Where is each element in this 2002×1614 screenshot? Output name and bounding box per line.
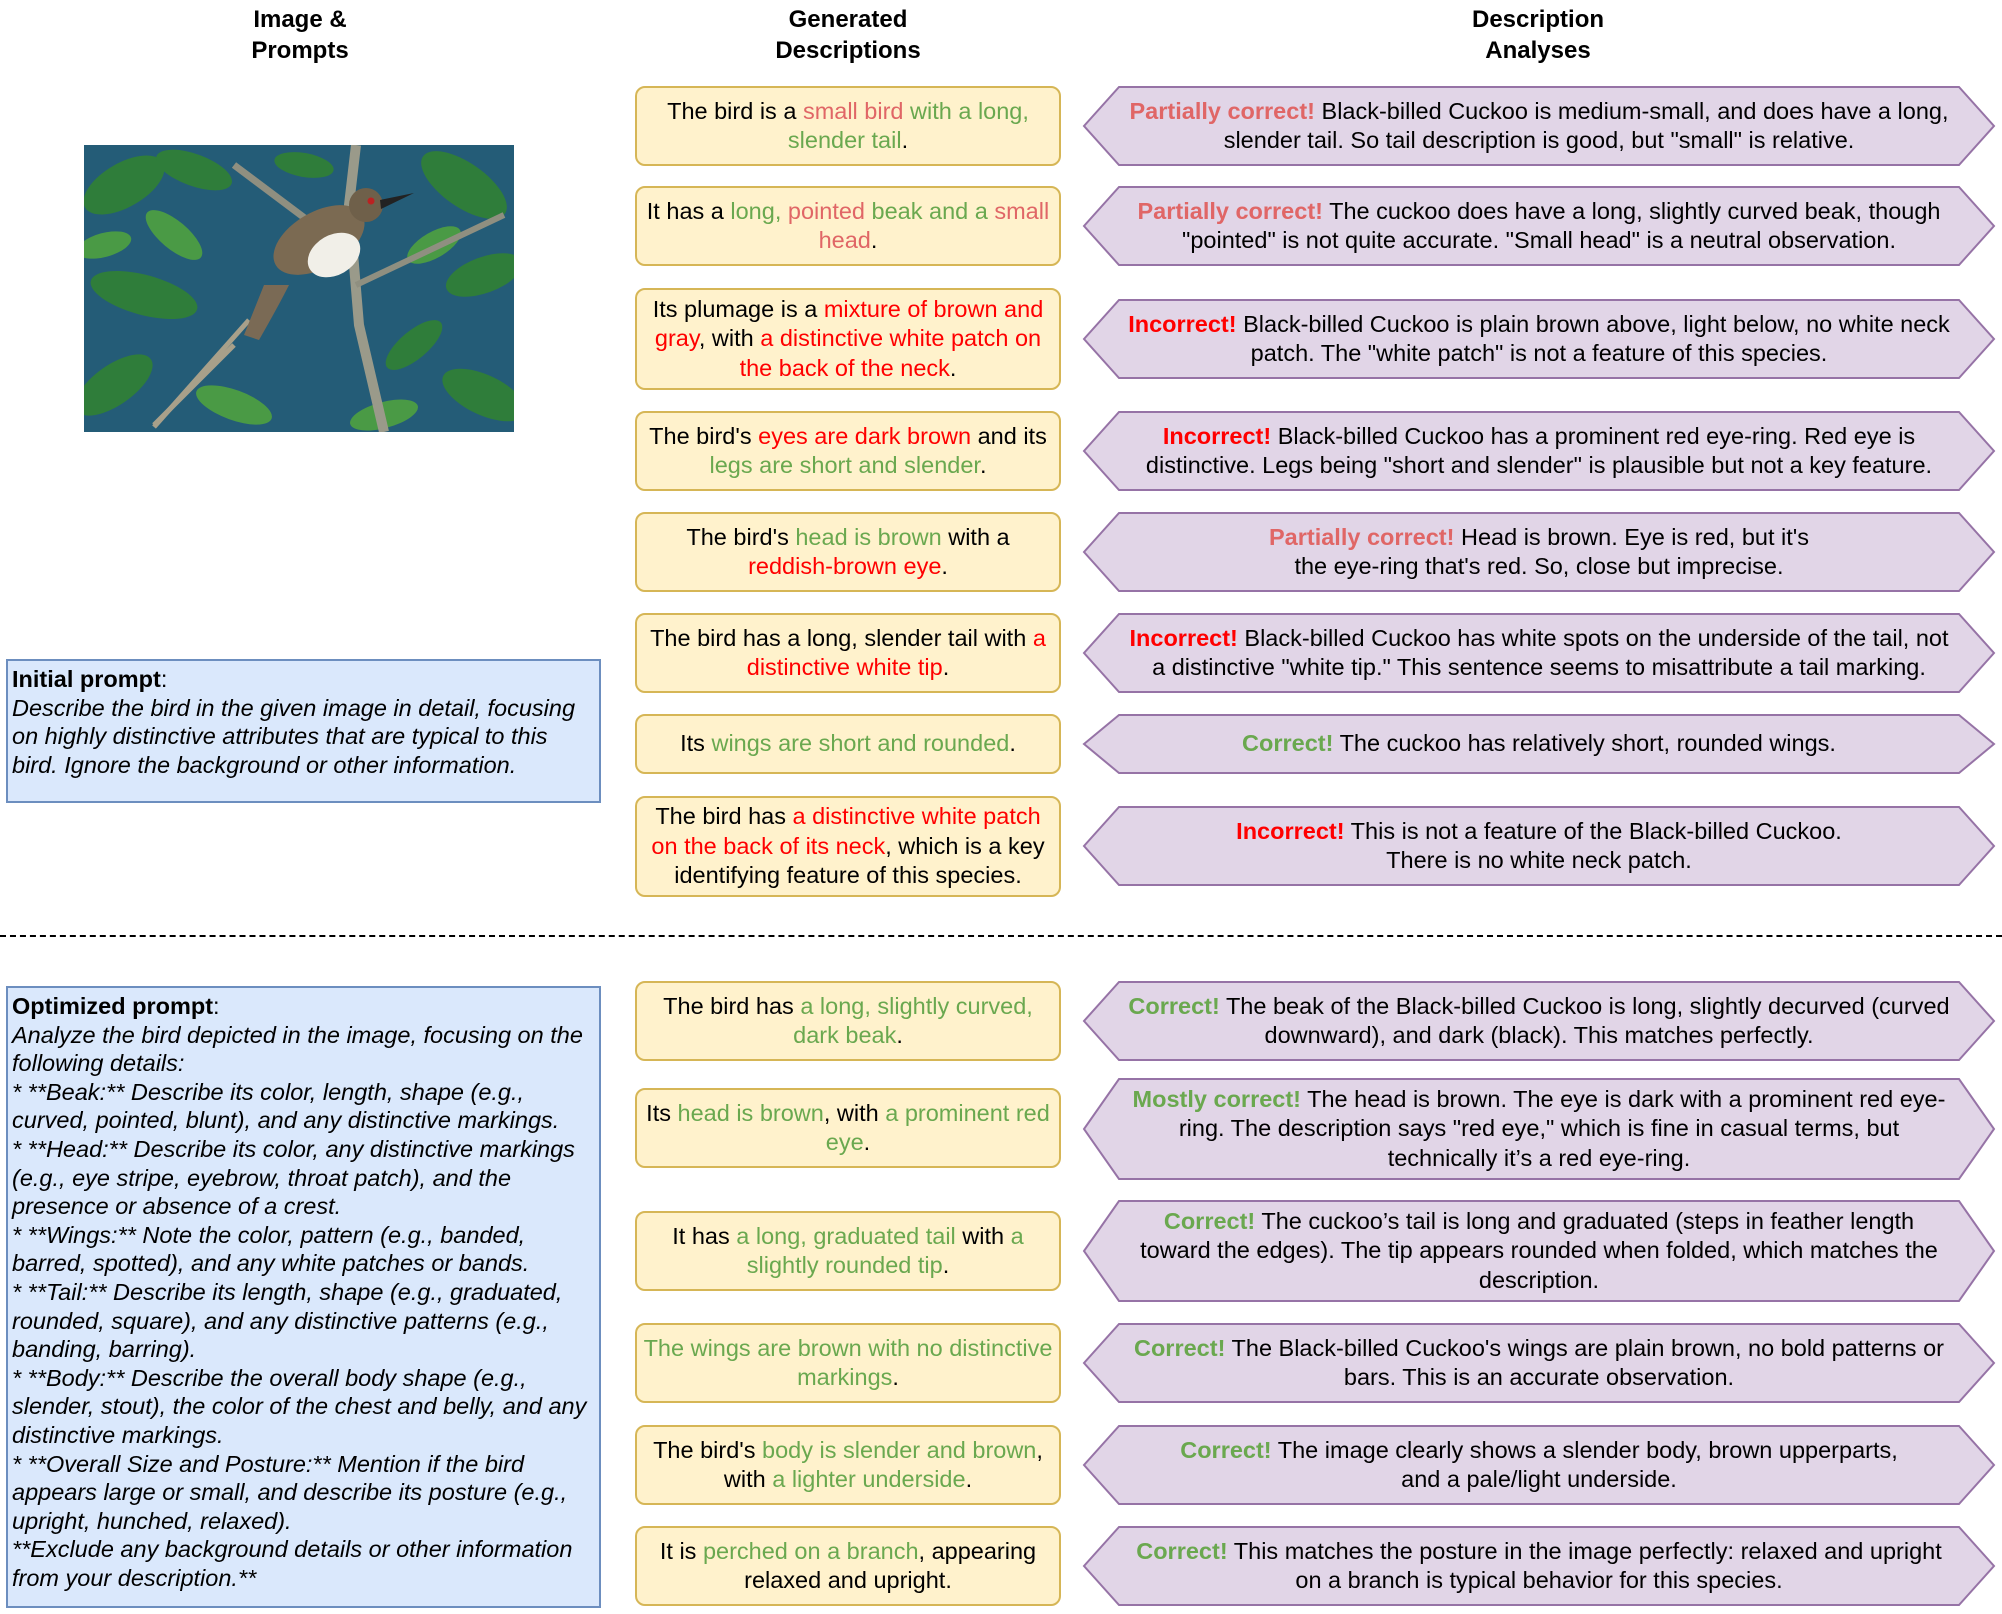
description-segment: with a bbox=[941, 523, 1010, 550]
analysis-text-wrap bbox=[1127, 1425, 1951, 1505]
description-segment: a distinctive white patch on the back of the neck bbox=[739, 325, 1042, 381]
description-segment: Its bbox=[680, 730, 712, 757]
initial-analysis-1 bbox=[1083, 86, 1995, 166]
analysis-text-wrap bbox=[1127, 1323, 1951, 1403]
initial-analysis-7 bbox=[1083, 714, 1995, 774]
initial-analysis-4 bbox=[1083, 411, 1995, 491]
analysis-text bbox=[1127, 1334, 1951, 1393]
analysis-body: The cuckoo has relatively short, rounded wings. bbox=[1339, 730, 1836, 757]
description-segment: a long, slightly curved, dark beak bbox=[793, 992, 1033, 1048]
description-segment: Its plumage is a bbox=[652, 295, 824, 322]
header-description-analyses: Description Analyses bbox=[1471, 6, 1605, 64]
description-segment: The bird's bbox=[686, 523, 796, 550]
description-segment: , appearing relaxed and upright. bbox=[744, 1537, 1037, 1593]
description-segment: . bbox=[870, 227, 878, 253]
initial-description-7 bbox=[635, 714, 1061, 774]
initial-analysis-8 bbox=[1083, 806, 1995, 886]
description-text bbox=[641, 992, 1055, 1051]
verdict-label: Incorrect! bbox=[1162, 422, 1272, 449]
description-segment: The bird's bbox=[653, 1436, 763, 1463]
initial-prompt-title: Initial prompt bbox=[12, 666, 161, 692]
analysis-text-wrap bbox=[1127, 981, 1951, 1061]
optimized-prompt-title: Optimized prompt bbox=[12, 993, 214, 1019]
analysis-text bbox=[1236, 817, 1842, 876]
description-segment: . bbox=[979, 452, 987, 478]
analysis-text-wrap bbox=[1127, 806, 1951, 886]
optimized-description-2 bbox=[635, 1088, 1061, 1168]
analysis-text bbox=[1269, 523, 1809, 582]
description-segment: It is bbox=[659, 1537, 703, 1564]
analysis-body: The cuckoo’s tail is long and graduated (steps in feather length toward the edges). The tip appears rounded when folded, which matches the description. bbox=[1140, 1207, 1938, 1293]
description-segment: . bbox=[942, 1252, 950, 1278]
analysis-text-wrap bbox=[1127, 714, 1951, 774]
verdict-label: Mostly correct! bbox=[1132, 1085, 1302, 1112]
optimized-analysis-3 bbox=[1083, 1200, 1995, 1302]
description-segment: . bbox=[941, 553, 948, 579]
verdict-label: Correct! bbox=[1242, 730, 1334, 757]
header-image-prompts: Image & Prompts bbox=[251, 6, 349, 64]
description-segment: eyes are dark brown bbox=[758, 422, 972, 449]
description-segment: The wings are brown with no distinctive markings bbox=[643, 1334, 1053, 1390]
verdict-label: Correct! bbox=[1133, 1334, 1226, 1361]
description-segment: The bird's bbox=[649, 422, 759, 449]
analysis-text bbox=[1127, 992, 1951, 1051]
analysis-body: Black-billed Cuckoo has a prominent red eye-ring. Red eye is distinctive. Legs being "short and slender" is plausible but not a key feature. bbox=[1145, 422, 1933, 478]
analysis-text bbox=[1242, 729, 1836, 759]
initial-description-1 bbox=[635, 86, 1061, 166]
description-segment: , with bbox=[723, 1436, 1043, 1492]
optimized-analysis-2 bbox=[1083, 1078, 1995, 1180]
description-segment: , with bbox=[823, 1099, 886, 1126]
analysis-text bbox=[1180, 1436, 1898, 1495]
description-segment: head is brown bbox=[677, 1099, 824, 1126]
analysis-text-wrap bbox=[1127, 299, 1951, 379]
description-segment: Its bbox=[646, 1099, 678, 1126]
description-segment: with bbox=[955, 1222, 1011, 1249]
section-divider bbox=[0, 935, 2002, 937]
description-segment: , which is a key identifying feature of this species. bbox=[674, 832, 1045, 889]
description-text bbox=[680, 729, 1016, 759]
description-segment: . bbox=[965, 1466, 973, 1492]
analysis-body: The image clearly shows a slender body, brown upperparts, and a pale/light underside. bbox=[1277, 1436, 1898, 1492]
optimized-description-1 bbox=[635, 981, 1061, 1061]
verdict-label: Correct! bbox=[1128, 992, 1220, 1019]
analysis-text-wrap bbox=[1127, 1078, 1951, 1180]
analysis-body: Head is brown. Eye is red, but it's the eye-ring that's red. So, close but imprecise. bbox=[1294, 523, 1810, 579]
analysis-text-wrap bbox=[1127, 613, 1951, 693]
description-segment: The bird has a long, slender tail with bbox=[650, 624, 1033, 651]
analysis-text bbox=[1127, 624, 1951, 683]
analysis-text-wrap bbox=[1127, 1526, 1951, 1606]
description-segment: with a long, slender tail bbox=[787, 97, 1029, 153]
description-segment: . bbox=[949, 354, 957, 381]
description-text bbox=[641, 197, 1055, 256]
initial-description-5 bbox=[635, 512, 1061, 592]
analysis-body: Black-billed Cuckoo is plain brown above, light below, no white neck patch. The "white patch" is not a feature of this species. bbox=[1243, 310, 1950, 366]
analysis-text bbox=[1127, 97, 1951, 156]
analysis-text bbox=[1127, 422, 1951, 481]
description-segment: . bbox=[942, 654, 950, 680]
description-text bbox=[641, 523, 1055, 582]
initial-description-2 bbox=[635, 186, 1061, 266]
verdict-label: Partially correct! bbox=[1268, 523, 1455, 550]
analysis-body: Black-billed Cuckoo is medium-small, and does have a long, slender tail. So tail description is good, but "small" is relative. bbox=[1223, 97, 1949, 153]
description-segment: . bbox=[901, 127, 909, 153]
description-segment: . bbox=[863, 1129, 871, 1155]
analysis-body: The cuckoo does have a long, slightly curved beak, though "pointed" is not quite accurate. "Small head" is a neutral observation. bbox=[1182, 197, 1941, 253]
description-segment: body is slender and brown bbox=[762, 1436, 1037, 1463]
description-segment: The bird is a bbox=[667, 97, 803, 124]
description-text bbox=[641, 1334, 1055, 1393]
initial-prompt-text: Describe the bird in the given image in detail, focusing on highly distinctive attributes that are typical to this bird. Ignore the background or other information. bbox=[12, 694, 576, 778]
description-text bbox=[641, 1222, 1055, 1281]
optimized-description-5 bbox=[635, 1425, 1061, 1505]
analysis-text bbox=[1127, 1537, 1951, 1596]
description-text bbox=[641, 422, 1055, 481]
optimized-analysis-5 bbox=[1083, 1425, 1995, 1505]
description-text bbox=[641, 802, 1055, 891]
analysis-text-wrap bbox=[1127, 86, 1951, 166]
initial-analysis-3 bbox=[1083, 299, 1995, 379]
description-segment: and its bbox=[971, 422, 1047, 449]
analysis-body: The Black-billed Cuckoo's wings are plain brown, no bold patterns or bars. This is an accurate observation. bbox=[1231, 1334, 1944, 1390]
initial-analysis-6 bbox=[1083, 613, 1995, 693]
description-segment: a distinctive white tip bbox=[746, 624, 1046, 680]
initial-description-4 bbox=[635, 411, 1061, 491]
description-segment: beak and a bbox=[865, 197, 995, 224]
analysis-body: This is not a feature of the Black-billed Cuckoo. There is no white neck patch. bbox=[1350, 817, 1842, 873]
description-segment: small head bbox=[818, 197, 1050, 253]
description-segment: reddish-brown eye bbox=[748, 553, 942, 579]
description-segment: It has bbox=[672, 1222, 737, 1249]
description-segment: The bird has bbox=[655, 803, 793, 830]
optimized-analysis-6 bbox=[1083, 1526, 1995, 1606]
analysis-text bbox=[1127, 310, 1951, 369]
description-text bbox=[641, 295, 1055, 384]
optimized-analysis-4 bbox=[1083, 1323, 1995, 1403]
description-text bbox=[641, 1537, 1055, 1596]
analysis-body: This matches the posture in the image perfectly: relaxed and upright on a branch is typical behavior for this species. bbox=[1233, 1537, 1942, 1593]
analysis-text-wrap bbox=[1127, 512, 1951, 592]
description-segment: long, bbox=[730, 197, 788, 224]
verdict-label: Partially correct! bbox=[1137, 197, 1323, 224]
description-segment: , with bbox=[698, 325, 761, 352]
optimized-analysis-1 bbox=[1083, 981, 1995, 1061]
description-text bbox=[641, 1436, 1055, 1495]
description-segment: The bird has bbox=[663, 992, 801, 1019]
description-segment: small bird bbox=[802, 97, 904, 124]
optimized-prompt-text: Analyze the bird depicted in the image, focusing on the following details: * **Beak:** Describe its color, length, shape (e.g., curved, pointed, blunt), and any distinctive markings. * **Head:** Describe its color, any distinctive markings (e.g., eye stripe, eyebrow, throat patch), and the presence or absence of a crest. * **Wings:** Note the color, pattern (e.g., banded, barred, spotted), and any white patches or bands. * **Tail:** Describe its length, shape (e.g., graduated, rounded, square), and any distinctive patterns (e.g., banding, barring). * **Body:** Describe the overall body shape (e.g., slender, stout), the color of the chest and belly, and any distinctive markings. * **Overall Size and Posture:** Mention if the bird appears large or small, and describe its posture (e.g., upright, hunched, relaxed). **Exclude any background details or other information from your description.** bbox=[12, 1021, 587, 1591]
description-segment: head is brown bbox=[795, 523, 942, 550]
description-segment: wings are short and rounded bbox=[711, 730, 1010, 757]
verdict-label: Correct! bbox=[1180, 1436, 1272, 1463]
description-segment: a long, graduated tail bbox=[736, 1222, 956, 1249]
initial-prompt-colon: : bbox=[160, 666, 168, 692]
optimized-prompt-box bbox=[6, 986, 601, 1608]
description-segment: legs are short and slender bbox=[709, 452, 980, 478]
initial-analysis-5 bbox=[1083, 512, 1995, 592]
optimized-description-3 bbox=[635, 1211, 1061, 1291]
bird-photo bbox=[84, 145, 514, 432]
analysis-text-wrap bbox=[1127, 1200, 1951, 1302]
initial-analysis-2 bbox=[1083, 186, 1995, 266]
analysis-text bbox=[1127, 1085, 1951, 1174]
analysis-body: Black-billed Cuckoo has white spots on the underside of the tail, not a distinctive "white tip." This sentence seems to misattribute a tail marking. bbox=[1152, 624, 1949, 680]
description-segment: . bbox=[896, 1022, 903, 1048]
analysis-text-wrap bbox=[1127, 186, 1951, 266]
initial-description-6 bbox=[635, 613, 1061, 693]
description-segment: pointed bbox=[787, 197, 865, 224]
verdict-label: Partially correct! bbox=[1129, 97, 1315, 124]
optimized-description-6 bbox=[635, 1526, 1061, 1606]
description-segment: a distinctive white patch on the back of its neck bbox=[651, 803, 1041, 859]
verdict-label: Correct! bbox=[1136, 1537, 1228, 1564]
verdict-label: Incorrect! bbox=[1129, 624, 1238, 651]
initial-description-8 bbox=[635, 796, 1061, 897]
description-segment: a lighter underside bbox=[772, 1466, 966, 1492]
initial-description-3 bbox=[635, 288, 1061, 390]
description-segment: a slightly rounded tip bbox=[746, 1222, 1024, 1278]
description-segment: . bbox=[892, 1364, 899, 1390]
analysis-text bbox=[1127, 1207, 1951, 1296]
description-text bbox=[641, 97, 1055, 156]
optimized-description-4 bbox=[635, 1323, 1061, 1403]
analysis-body: The beak of the Black-billed Cuckoo is long, slightly decurved (curved downward), and dark (black). This matches perfectly. bbox=[1225, 992, 1950, 1048]
analysis-text-wrap bbox=[1127, 411, 1951, 491]
description-text bbox=[641, 624, 1055, 683]
description-segment: perched on a branch bbox=[702, 1537, 919, 1564]
description-segment: . bbox=[1009, 730, 1016, 757]
analysis-text bbox=[1127, 197, 1951, 256]
description-segment: mixture of brown and gray bbox=[654, 295, 1044, 352]
verdict-label: Incorrect! bbox=[1236, 817, 1345, 844]
verdict-label: Incorrect! bbox=[1128, 310, 1237, 337]
description-segment: a prominent red eye bbox=[825, 1099, 1050, 1155]
verdict-label: Correct! bbox=[1163, 1207, 1256, 1234]
optimized-prompt-colon: : bbox=[213, 993, 220, 1019]
header-generated-descriptions: Generated Descriptions bbox=[775, 6, 921, 64]
description-text bbox=[641, 1099, 1055, 1158]
initial-prompt-box bbox=[6, 659, 601, 803]
description-segment: It has a bbox=[646, 197, 731, 224]
analysis-body: The head is brown. The eye is dark with a prominent red eye-ring. The description says "red eye," which is fine in casual terms, but technically it’s a red eye-ring. bbox=[1178, 1085, 1946, 1171]
